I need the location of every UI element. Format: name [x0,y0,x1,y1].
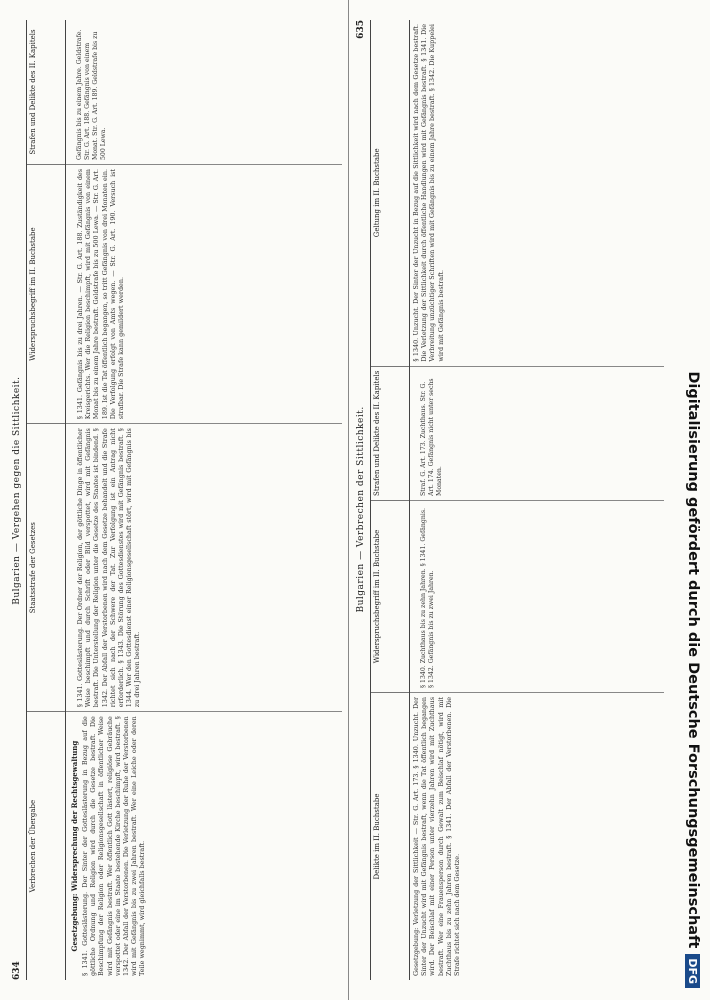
left-column [66,164,342,423]
left-column [66,20,342,164]
right-col-header: Widerspruchsbegriff im II. Buchstabe [371,500,409,692]
left-page-body [66,20,342,980]
left-column-headers [26,20,66,980]
funding-banner [676,0,710,1000]
dfg-logo: DFG [686,954,701,988]
right-column [410,366,664,500]
right-page-header [354,20,368,980]
right-column-text: § 1340. Unzucht. Der Sinter der Unzucht in Bezug auf die Sittlichkeit wird nach dem Gesetze bestraft. Die Verletzung der Sittlichkeit durch öffentliche Handlungen wird mit Gefängnis bestraft. § 1341. Die Verbreitung unzüchtiger Schriften wird mit Gefängnis bis zu einem Jahre bestraft. § 1342. Die Kuppelei wird mit Gefängnis bestraft. [412,24,445,362]
right-column [410,20,664,366]
right-column-text: Gesetzgebung: Verletzung der Sittlichkeit — Str. G. Art. 173. § 1340. Unzucht. Der Sinter der Unzucht wird mit Gefängnis bestraft, wenn die Tat öffentlich begangen wird. Der Beischlaf mit einer Person unter vierzehn Jahren wird mit Zuchthaus bestraft. Wer eine Frauensperson durch Gewalt zum Beischlaf nötigt, wird mit Zuchthaus bis zu zehn Jahren bestraft. § 1341. Der Abfall der Verstorbenen. Die Strafe richtet sich nach dem Gesetze. [412,697,462,976]
left-col-header: Verbrechen der Übergabe [27,711,65,980]
right-page-body [410,20,664,980]
right-column-text: Straf. G. Art. 173. Zuchthaus. Str. G. Art. 174. Gefängnis nicht unter sechs Monaten. [420,378,443,496]
right-page [352,0,670,1000]
left-col-header: Widerspruchsbegriff im II. Buchstabe [27,164,65,423]
funding-banner-text: Digitalisierung gefördert durch die Deutsche Forschungsgemeinschaft [685,371,701,949]
right-col-header: Delikte im II. Buchstabe [371,692,409,980]
left-column-text: § 1341. Gotteslästerung. Der Sinter der Gotteslästerung in Bezug auf die göttliche Ordnung und Religion wird durch die Gesetze bestraft. Die Beschimpfung der Religion oder Religionsgesellschaft in öffentlicher Weise wird mit Gefängnis bestraft. Wer öffentlich Gott lästert, religiöse Gebräuche verspottet oder eine im Staate bestehende Kirche beschimpft, wird bestraft. § 1342. Der Abfall der Verstorbenen. Die Verletzung der Ruhe der Verstorbenen wird mit Gefängnis bis zu zwei Jahren bestraft. Wer eine Leiche oder deren Teile wegnimmt, wird gleichfalls bestraft. [81,716,147,976]
left-running-title: Bulgarien — Vergehen gegen die Sittlichkeit. [12,376,22,605]
left-column-text: § 1341. Gotteslästerung. Der Ordner der Religion, der göttliche Dinge in öffentlicher Weise beschimpft und durch Schrift oder Bild verspottet, wird mit Gefängnis bestraft. Die Unterstellung der Religion unter die Gesetze des Staates ist bindend. § 1342. Der Abfall der Verstorbenen wird nach dem Gesetze behandelt und die Strafe richtet sich nach der Schwere der Tat. Zur Verfolgung ist ein Antrag nicht erforderlich. § 1343. Die Störung des Gottesdienstes wird mit Gefängnis bestraft. § 1344. Wer den Gottesdienst einer Religionsgesellschaft stört, wird mit Gefängnis bis zu drei Jahren bestraft. [76,428,142,708]
left-column-text: § 1341. Gefängnis bis zu drei Jahren. — Str. G. Art. 188. Zuständigkeit des Kreisgerichts. Wer die Religion beschimpft, wird mit Gefängnis von einem Monat bis zu einem Jahre bestraft. Geldstrafe bis zu 500 Lewa. — Str. G. Art. 189. Ist die Tat öffentlich begangen, so tritt Gefängnis von drei Monaten ein. Die Verfolgung erfolgt von Amts wegen. — Str. G. Art. 190. Versuch ist strafbar. Die Strafe kann gemildert werden. [76,169,126,420]
left-page-header [10,20,24,980]
left-column-text: Gefängnis bis zu einem Jahre. Geldstrafe. Str. G. Art. 188. Gefängnis von einem Monat. Str. G. Art. 189. Geldstrafe bis zu 500 Lewa. [76,29,107,161]
left-column [66,711,342,980]
right-column-text: § 1340. Zuchthaus bis zu zehn Jahren. § 1341. Gefängnis. § 1342. Gefängnis bis zu zwei Jahren. [420,508,435,688]
right-page-number: 635 [356,20,366,39]
right-running-title: Bulgarien — Verbrechen der Sittlichkeit. [356,406,366,613]
right-col-header: Strafen und Delikte des II. Kapitels [371,366,409,500]
left-col-header: Strafen und Delikte des II. Kapitels [29,29,37,155]
left-page-number: 634 [12,961,22,980]
left-column [66,423,342,711]
right-column [410,500,664,692]
left-page [8,0,349,1000]
right-column [410,692,664,980]
left-col-header: Staatsstrafe der Gesetzes [27,423,65,711]
left-section-title: Gesetzgebung: Widersprechung der Rechtsgewaltung [70,740,79,952]
right-column-headers [370,20,410,980]
right-col-header: Geltung im II. Buchstabe [373,148,381,238]
